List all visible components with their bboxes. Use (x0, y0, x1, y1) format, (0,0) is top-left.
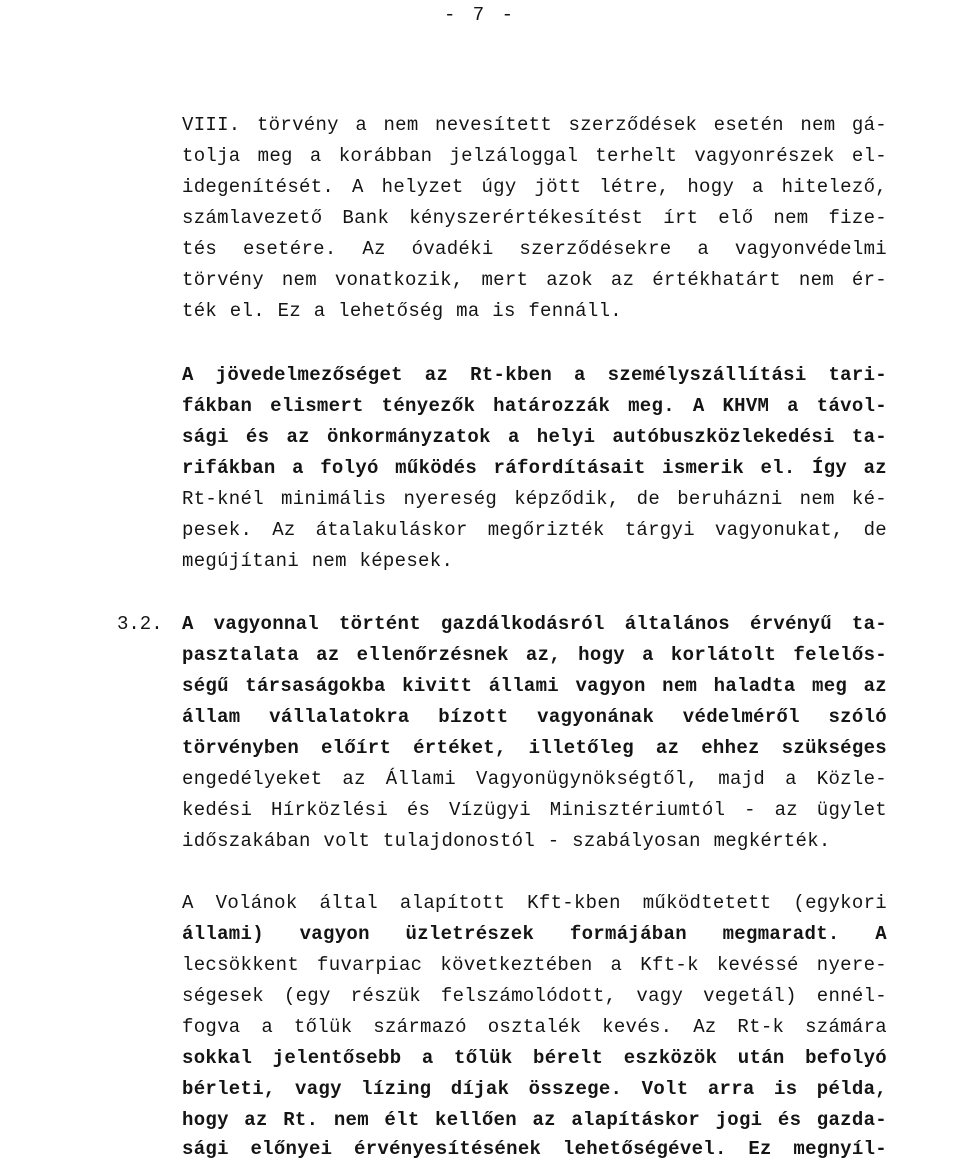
text-line: rifákban a folyó működés ráfordításait ismerik el. Így az (182, 457, 887, 479)
text-line: törvény nem vonatkozik, mert azok az értékhatárt nem ér- (182, 269, 887, 291)
text-line: törvényben előírt értéket, illetőleg az ehhez szükséges (182, 737, 887, 759)
text-line: tolja meg a korábban jelzáloggal terhelt vagyonrészek el- (182, 145, 887, 167)
text-line: A jövedelmezőséget az Rt-kben a személyszállítási tari- (182, 364, 887, 386)
text-line: kedési Hírközlési és Vízügyi Minisztériumtól - az ügylet (182, 799, 887, 821)
text-line: időszakában volt tulajdonostól - szabályosan megkérték. (182, 830, 831, 852)
text-line: sági és az önkormányzatok a helyi autóbuszközlekedési ta- (182, 426, 887, 448)
text-line: VIII. törvény a nem nevesített szerződések esetén nem gá- (182, 114, 887, 136)
text-line: A vagyonnal történt gazdálkodásról általános érvényű ta- (182, 613, 887, 635)
text-line: ségű társaságokba kivitt állami vagyon nem haladta meg az (182, 675, 887, 697)
text-line: pesek. Az átalakuláskor megőrizték tárgyi vagyonukat, de (182, 519, 887, 541)
text-line: Rt-knél minimális nyereség képződik, de beruházni nem ké- (182, 488, 887, 510)
text-line: engedélyeket az Állami Vagyonügynökségtől, majd a Közle- (182, 768, 887, 790)
text-line: tés esetére. Az óvadéki szerződésekre a vagyonvédelmi (182, 238, 887, 260)
text-line: bérleti, vagy lízing díjak összege. Volt arra is példa, (182, 1078, 887, 1100)
text-line: megújítani nem képesek. (182, 550, 454, 572)
text-line: számlavezető Bank kényszerértékesítést írt elő nem fize- (182, 207, 887, 229)
text-line: idegenítését. A helyzet úgy jött létre, hogy a hitelező, (182, 176, 887, 198)
text-line: ték el. Ez a lehetőség ma is fennáll. (182, 300, 622, 322)
text-line: hogy az Rt. nem élt kellően az alapításkor jogi és gazda- (182, 1109, 887, 1131)
text-line: A Volánok által alapított Kft-kben működtetett (egykori (182, 892, 887, 914)
page-number: - 7 - (443, 4, 516, 26)
text-line: fogva a tőlük származó osztalék kevés. Az Rt-k számára (182, 1016, 887, 1038)
text-line: ségesek (egy részük felszámolódott, vagy vegetál) ennél- (182, 985, 887, 1007)
text-line: lecsökkent fuvarpiac következtében a Kft-k kevéssé nyere- (182, 954, 887, 976)
section-number: 3.2. (117, 613, 163, 635)
text-line: állam vállalatokra bízott vagyonának védelméről szóló (182, 706, 887, 728)
text-line: sági előnyei érvényesítésének lehetőségével. Ez megnyíl- (182, 1138, 887, 1160)
text-line: sokkal jelentősebb a tőlük bérelt eszközök után befolyó (182, 1047, 887, 1069)
text-line: fákban elismert tényezők határozzák meg. A KHVM a távol- (182, 395, 887, 417)
text-line: állami) vagyon üzletrészek formájában megmaradt. A (182, 923, 887, 945)
text-line: pasztalata az ellenőrzésnek az, hogy a korlátolt felelős- (182, 644, 887, 666)
